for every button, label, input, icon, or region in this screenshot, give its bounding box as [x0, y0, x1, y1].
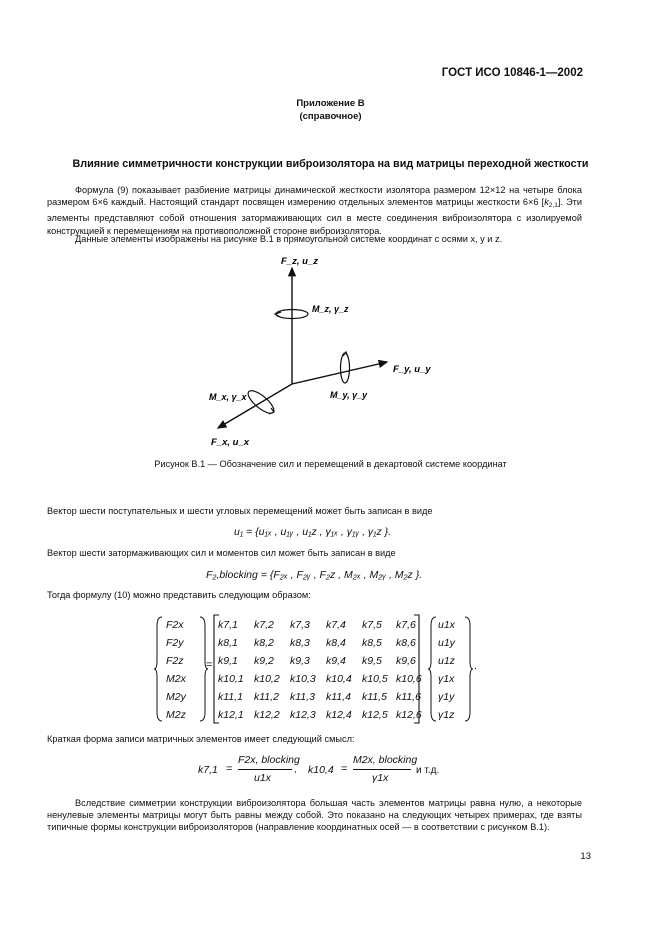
- matrix-cell: k10,5: [362, 673, 388, 685]
- matrix-cell: k9,4: [326, 655, 346, 667]
- intro-paragraph-2: Данные элементы изображены на рисунке В.1 в прямоугольной системе координат с осями x, y и z.: [75, 234, 503, 244]
- k104-equals: =: [341, 763, 348, 775]
- matrix-cell: k7,1: [218, 619, 238, 631]
- matrix-cell: k9,3: [290, 655, 310, 667]
- matrix-cell: k7,5: [362, 619, 382, 631]
- matrix-cell: k11,6: [396, 691, 421, 703]
- intro-p1-end: ]. Эти элементы представляют собой отношения затормаживающих сил в месте соединения виброизолятора с изолируемой конструкцией к перемещениям на противоположной стороне виброизолятора.: [47, 197, 583, 236]
- left-vector-entry: M2z: [166, 709, 186, 721]
- matrix-equation: [150, 612, 510, 727]
- right-vector-entry: γ1x: [438, 673, 455, 685]
- vector-f-intro: Вектор шести затормаживающих сил и моментов сил может быть записан в виде: [47, 548, 396, 558]
- matrix-cell: k10,4: [326, 673, 352, 685]
- label-x: F_x, u_x: [211, 437, 250, 448]
- k71-fraction-line: [238, 769, 292, 770]
- left-vector-entry: M2x: [166, 673, 186, 685]
- matrix-cell: k10,6: [396, 673, 422, 685]
- short-form-formulas: [198, 754, 458, 788]
- matrix-cell: k9,1: [218, 655, 238, 667]
- k71-symbol: k7,1: [198, 764, 218, 776]
- k71-denominator: u1x: [254, 772, 271, 784]
- annex-type: (справочное): [299, 111, 362, 122]
- matrix-cell: k8,3: [290, 637, 310, 649]
- intro-p1-start: Формула (9) показывает разбиение матрицы динамической жесткости изолятора размером 12×12 на четыре блока размером 6×6 каждый. Настоящий стандарт посвящен измерению отдельных элементов матрицы жесткости 6×6 [: [47, 185, 582, 208]
- vector-u-intro: Вектор шести поступательных и шести угловых перемещений может быть записан в виде: [47, 506, 433, 516]
- matrix-cell: k12,4: [326, 709, 352, 721]
- k104-symbol: k10,4: [308, 764, 334, 776]
- label-my: M_y, γ_y: [330, 390, 368, 400]
- symmetry-paragraph: Вследствие симметрии конструкции виброизолятора большая часть элементов матрицы равна нулю, а некоторые ненулевые элементы матрицы могут быть равны между собой. Это показано на следующих четырех примерах, где взяты типичные формы конструкции виброизоляторов (направление координатных осей — в соответствии с рисунком В.1).: [47, 798, 582, 833]
- left-vector-entry: M2y: [166, 691, 186, 703]
- matrix-cell: k11,4: [326, 691, 351, 703]
- matrix-cell: k7,6: [396, 619, 416, 631]
- left-vector-brace: [154, 616, 164, 722]
- right-vector-brace-left: [428, 616, 438, 722]
- matrix-cell: k12,1: [218, 709, 244, 721]
- y-axis: [292, 362, 387, 384]
- vector-u-formula: u₁ = {u₁ₓ , u₁ᵧ , u₁z , γ₁ₓ , γ₁ᵧ , γ₁z }.: [234, 526, 392, 538]
- k71-equals: =: [226, 763, 233, 775]
- figure-caption: Рисунок В.1 — Обозначение сил и перемещений в декартовой системе координат: [154, 459, 507, 469]
- k104-numerator: M2x, blocking: [353, 754, 418, 766]
- matrix-cell: k10,3: [290, 673, 316, 685]
- matrix-cell: k8,1: [218, 637, 238, 649]
- right-vector-entry: γ1y: [438, 691, 455, 703]
- k71-numerator: F2x, blocking: [238, 754, 300, 766]
- etc-text: и т.д.: [416, 765, 440, 776]
- left-vector-entry: F2x: [166, 619, 184, 631]
- matrix-cell: k12,5: [362, 709, 388, 721]
- intro-paragraph-1: [47, 184, 582, 237]
- matrix-cell: k11,3: [290, 691, 315, 703]
- matrix-cell: k8,4: [326, 637, 346, 649]
- intro-p1-k: k: [544, 197, 549, 208]
- matrix-cell: k10,1: [218, 673, 244, 685]
- section-title: Влияние симметричности конструкции виброизолятора на вид матрицы переходной жесткости: [72, 158, 589, 170]
- document-id: ГОСТ ИСО 10846-1—2002: [441, 67, 583, 79]
- annex-title: Приложение В: [296, 98, 365, 109]
- matrix-cell: k11,2: [254, 691, 279, 703]
- k104-denominator: γ1x: [372, 772, 389, 784]
- matrix-cell: k12,2: [254, 709, 280, 721]
- right-vector-entry: u1x: [438, 619, 455, 631]
- equals-sign: =: [206, 659, 213, 671]
- matrix-cell: k7,4: [326, 619, 346, 631]
- matrix-cell: k8,2: [254, 637, 274, 649]
- matrix-cell: k9,6: [396, 655, 416, 667]
- coordinate-system-figure: [195, 248, 435, 448]
- vector-f-formula: F₂,blocking = {F₂ₓ , F₂ᵧ , F₂z , M₂ₓ , M₂ᵧ , M₂z }.: [206, 569, 423, 581]
- intro-p1-k-sub: 2,1: [548, 202, 558, 210]
- matrix-cell: k8,5: [362, 637, 382, 649]
- matrix-cell: k10,2: [254, 673, 280, 685]
- right-vector-entry: u1z: [438, 655, 455, 667]
- left-vector-entry: F2y: [166, 637, 184, 649]
- label-y: F_y, u_y: [393, 364, 431, 375]
- right-vector-entry: u1y: [438, 637, 455, 649]
- label-z: F_z, u_z: [281, 256, 318, 267]
- left-vector-entry: F2z: [166, 655, 184, 667]
- k104-fraction-line: [353, 769, 411, 770]
- annex-heading: [0, 97, 661, 123]
- k71-comma: ,: [294, 764, 297, 774]
- x-axis: [218, 384, 292, 428]
- right-vector-entry: γ1z: [438, 709, 455, 721]
- right-vector-brace-right: [463, 616, 473, 722]
- matrix-cell: k7,3: [290, 619, 310, 631]
- matrix-cell: k9,5: [362, 655, 382, 667]
- matrix-period: .: [474, 660, 478, 672]
- matrix-cell: k11,1: [218, 691, 243, 703]
- matrix-cell: k9,2: [254, 655, 274, 667]
- matrix-cell: k8,6: [396, 637, 416, 649]
- matrix-cell: k12,6: [396, 709, 422, 721]
- matrix-cell: k12,3: [290, 709, 316, 721]
- matrix-cell: k7,2: [254, 619, 274, 631]
- matrix-cell: k11,5: [362, 691, 387, 703]
- label-mz: M_z, γ_z: [312, 304, 349, 314]
- label-mx: M_x, γ_x: [209, 392, 247, 402]
- formula10-intro: Тогда формулу (10) можно представить следующим образом:: [47, 590, 311, 600]
- page-number: 13: [580, 851, 591, 862]
- rotation-y-icon: [341, 352, 350, 383]
- short-form-intro: Краткая форма записи матричных элементов имеет следующий смысл:: [47, 734, 355, 744]
